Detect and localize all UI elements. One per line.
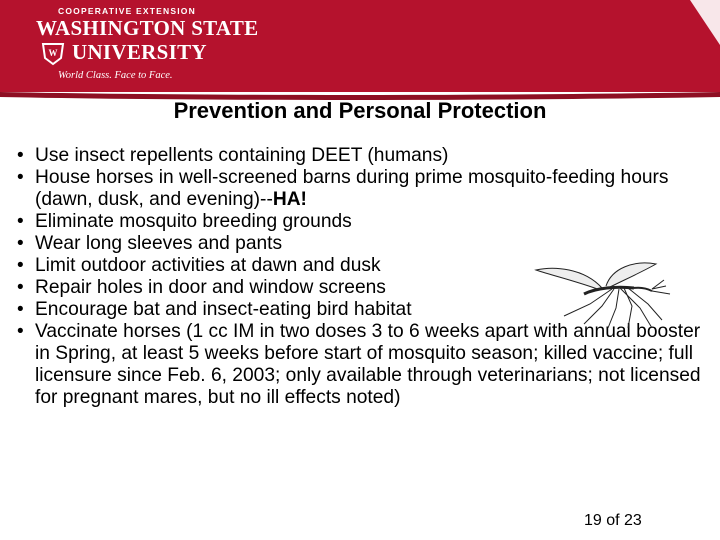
list-item: • Limit outdoor activities at dawn and dusk <box>17 255 381 276</box>
bullet-dot-icon: • <box>17 145 24 166</box>
slide-title: Prevention and Personal Protection <box>173 98 547 123</box>
bullet-dot-icon: • <box>17 211 24 232</box>
university-name-line2: UNIVERSITY <box>72 40 207 64</box>
list-item: • Vaccinate horses (1 cc IM in two doses 3 to 6 weeks apart with annual booster in Spring, at least 5 weeks before start of mosquito season; killed vaccine; full licensure since Feb. 6, 2003; only available through veterinarians; not licensed for pregnant mares, but no ill effects noted) <box>17 321 701 408</box>
bullet-dot-icon: • <box>17 233 24 254</box>
university-name-line1: WASHINGTON STATE <box>36 16 259 40</box>
bullet-dot-icon: • <box>17 277 24 298</box>
list-item: • Encourage bat and insect-eating bird habitat <box>17 299 412 320</box>
bullet-dot-icon: • <box>17 299 24 320</box>
tagline: World Class. Face to Face. <box>58 70 173 81</box>
list-item: • Use insect repellents containing DEET (humans) <box>17 145 449 166</box>
page-number: 19 of 23 <box>584 512 642 529</box>
bullet-dot-icon: • <box>17 167 24 188</box>
list-item: • Eliminate mosquito breeding grounds <box>17 211 352 232</box>
cougar-seal-icon <box>40 42 66 66</box>
list-item: • Repair holes in door and window screens <box>17 277 386 298</box>
bullet-dot-icon: • <box>17 321 24 342</box>
svg-text:W: W <box>48 48 58 58</box>
emphasis-text: HA! <box>272 189 307 210</box>
mosquito-illustration-icon <box>524 258 674 330</box>
bullet-dot-icon: • <box>17 255 24 276</box>
list-item: • Wear long sleeves and pants <box>17 233 283 254</box>
list-item: • House horses in well-screened barns during prime mosquito-feeding hours (dawn, dusk, and evening)--HA! <box>17 167 669 210</box>
org-line: COOPERATIVE EXTENSION <box>58 6 196 16</box>
